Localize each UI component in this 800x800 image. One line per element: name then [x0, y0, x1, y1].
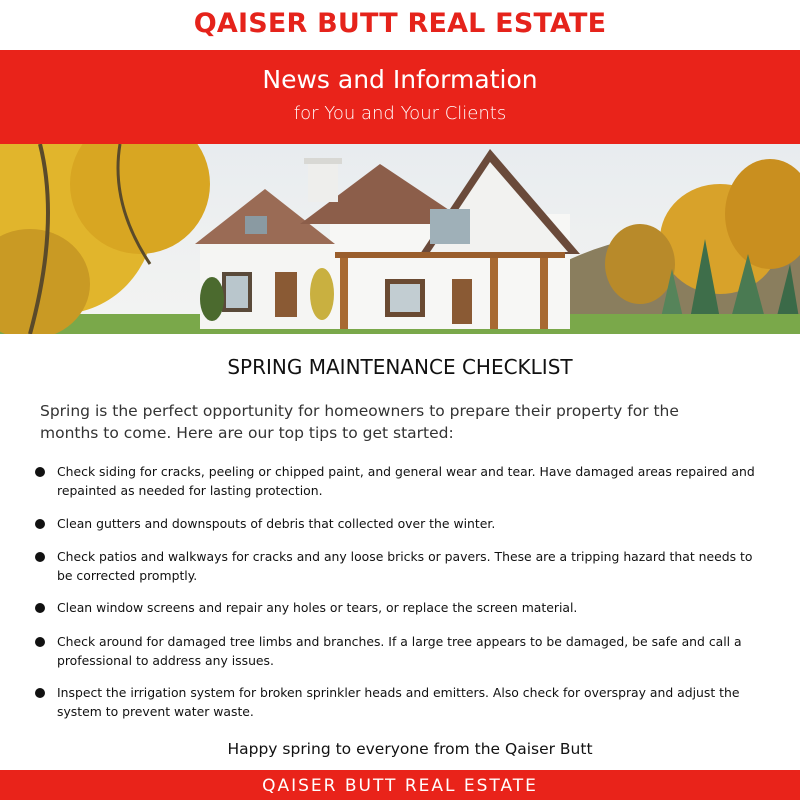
- bullet-icon: [35, 637, 45, 647]
- bullet-icon: [35, 603, 45, 613]
- list-item: [57, 632, 767, 670]
- bullet-icon: [35, 688, 45, 698]
- footer-bar: [0, 770, 800, 800]
- brand-title: QAISER BUTT REAL ESTATE: [193, 8, 607, 39]
- list-item-text: Check around for damaged tree limbs and branches. If a large tree appears to be damaged, be safe and call a professional to address any issues.: [57, 634, 742, 668]
- house-photo: [0, 144, 800, 334]
- bullet-icon: [35, 467, 45, 477]
- banner-title: News and Information: [262, 65, 538, 94]
- news-banner: [0, 50, 800, 144]
- list-item-text: Inspect the irrigation system for broken sprinkler heads and emitters. Also check for overspray and adjust the system to prevent water waste.: [57, 685, 740, 719]
- list-item: [57, 598, 767, 617]
- list-item-text: Check siding for cracks, peeling or chipped paint, and general wear and tear. Have damaged areas repaired and repainted as needed for lasting protection.: [57, 464, 755, 498]
- list-item: [57, 547, 767, 585]
- bullet-icon: [35, 552, 45, 562]
- bullet-icon: [35, 519, 45, 529]
- footer-brand: QAISER BUTT REAL ESTATE: [262, 776, 538, 796]
- list-item-text: Clean gutters and downspouts of debris that collected over the winter.: [57, 516, 496, 531]
- intro-paragraph: Spring is the perfect opportunity for homeowners to prepare their property for the months to come. Here are our top tips to get started:: [40, 402, 679, 442]
- closing-message: Happy spring to everyone from the Qaiser Butt: [227, 740, 593, 758]
- list-item-text: Check patios and walkways for cracks and any loose bricks or pavers. These are a tripping hazard that needs to be corrected promptly.: [57, 549, 753, 583]
- list-item: [57, 683, 767, 721]
- article-title: SPRING MAINTENANCE CHECKLIST: [227, 355, 573, 379]
- list-item: [57, 462, 767, 500]
- list-item-text: Clean window screens and repair any holes or tears, or replace the screen material.: [57, 600, 578, 615]
- banner-subtitle: for You and Your Clients: [293, 103, 507, 124]
- list-item: [57, 514, 767, 533]
